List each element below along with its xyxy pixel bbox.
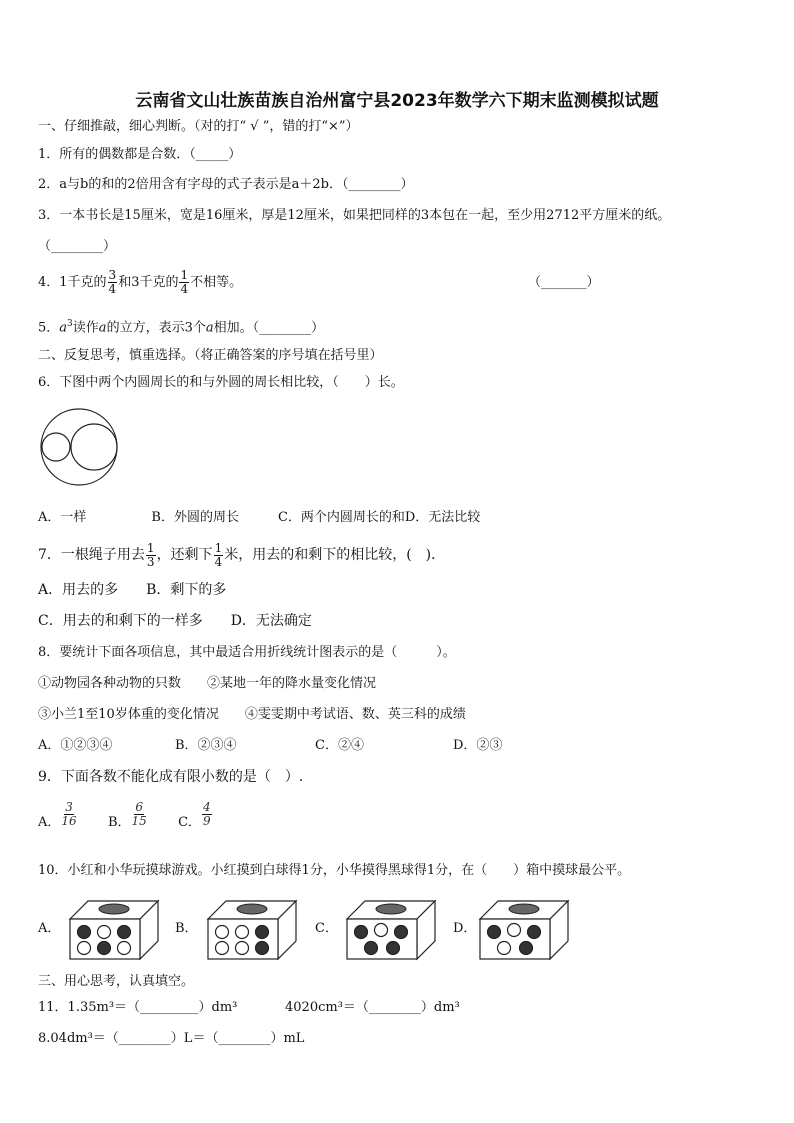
white-ball — [508, 924, 521, 937]
q5-a: a — [59, 320, 68, 336]
q9-b-den: 15 — [131, 814, 147, 828]
q4-fraction-2 — [179, 269, 189, 296]
black-ball — [78, 926, 91, 939]
question-8-option-d: D．②③ — [453, 738, 503, 753]
question-9-options — [38, 800, 213, 843]
question-7-options-ab: A．用去的多 B．剩下的多 — [38, 582, 227, 598]
black-ball — [365, 942, 378, 955]
q4-prefix: 4．1千克的 — [38, 275, 107, 290]
q7-mid: ，还剩下 — [156, 547, 213, 563]
q9-a-num: 3 — [65, 800, 73, 814]
question-7 — [38, 538, 445, 572]
inner-circle-large — [71, 424, 117, 470]
q5-exp: 3 — [67, 319, 73, 329]
q9-label-c: C． — [178, 815, 202, 830]
q9-label-a: A． — [38, 815, 61, 830]
white-ball — [498, 942, 511, 955]
q4-f2-den: 4 — [180, 282, 189, 296]
question-3-line-2: （________） — [38, 239, 117, 254]
q4-f1-den: 4 — [108, 282, 117, 296]
question-1: 1．所有的偶数都是合数．（_____） — [38, 147, 242, 162]
section-1-heading: 一、仔细推敲，细心判断。（对的打“ √ ”，错的打“×”） — [38, 119, 359, 134]
q5-mid2: 的立方，表示3个 — [106, 320, 206, 336]
q4-fraction-1 — [108, 269, 118, 296]
q10-label-c: C． — [315, 921, 338, 936]
q7-f2-den: 4 — [214, 554, 223, 569]
white-ball — [78, 942, 91, 955]
question-9: 9．下面各数不能化成有限小数的是（ ）. — [38, 769, 304, 785]
q9-b-num: 6 — [135, 800, 143, 814]
question-10: 10．小红和小华玩摸球游戏。小红摸到白球得1分，小华摸得黑球得1分，在（ ）箱中摸球最公平。 — [38, 863, 631, 878]
ball-box-b — [204, 897, 300, 961]
question-11-part-3: 8.04dm³＝（________）L＝（________）mL — [38, 1031, 305, 1046]
black-ball — [488, 926, 501, 939]
question-5 — [38, 315, 324, 337]
circles-figure — [38, 406, 120, 488]
q10-label-d: D． — [453, 921, 477, 936]
box-opening — [237, 904, 267, 914]
black-ball — [118, 926, 131, 939]
q7-f1-num: 1 — [146, 540, 155, 555]
q7-suffix: 米，用去的和剩下的相比较，( )． — [224, 547, 446, 563]
question-2: 2．a与b的和的2倍用含有字母的式子表示是a＋2b．（________） — [38, 177, 414, 192]
q7-fraction-2 — [214, 542, 224, 569]
q9-label-b: B． — [107, 815, 131, 830]
question-8-option-c: C．②④ — [315, 738, 364, 753]
q4-mid: 和3千克的 — [118, 275, 179, 290]
black-ball — [256, 926, 269, 939]
box-opening — [99, 904, 129, 914]
question-11-part-2: 4020cm³＝（________）dm³ — [285, 1000, 460, 1015]
q5-mid1: 读作 — [72, 320, 99, 336]
q9-fraction-c — [202, 801, 212, 828]
ball-box-a — [66, 897, 162, 961]
q5-suffix: 相加。（________） — [213, 320, 325, 336]
white-ball — [375, 924, 388, 937]
black-ball — [98, 942, 111, 955]
page-title: 云南省文山壮族苗族自治州富宁县2023年数学六下期末监测模拟试题 — [135, 91, 659, 111]
q4-f1-num: 3 — [108, 268, 117, 282]
q5-a2: a — [98, 320, 107, 336]
q4-suffix: 不相等。 — [190, 275, 243, 290]
question-8-items-2: ③小兰1至10岁体重的变化情况 ④雯雯期中考试语、数、英三科的成绩 — [38, 707, 466, 722]
q9-fraction-a — [61, 801, 76, 828]
white-ball — [216, 926, 229, 939]
q7-prefix: 7．一根绳子用去 — [38, 547, 145, 563]
ball-box-d — [476, 897, 572, 961]
q10-label-a: A． — [38, 921, 61, 936]
q5-a3: a — [205, 320, 214, 336]
outer-circle — [41, 409, 117, 485]
q5-prefix: 5． — [38, 320, 60, 336]
question-8-items-1: ①动物园各种动物的只数 ②某地一年的降水量变化情况 — [38, 676, 377, 691]
question-8: 8．要统计下面各项信息，其中最适合用折线统计图表示的是（ ）。 — [38, 645, 456, 660]
q7-f2-num: 1 — [214, 540, 223, 555]
inner-circle-small — [42, 433, 70, 461]
black-ball — [520, 942, 533, 955]
question-4-blank: （_______） — [528, 275, 600, 290]
black-ball — [256, 942, 269, 955]
black-ball — [355, 926, 368, 939]
q9-fraction-b — [132, 801, 147, 828]
box-opening — [376, 904, 406, 914]
section-2-heading: 二、反复思考，慎重选择。（将正确答案的序号填在括号里） — [38, 348, 383, 363]
question-11-part-1: 11．1.35m³＝（_________）dm³ — [38, 1000, 238, 1015]
q7-fraction-1 — [146, 542, 156, 569]
q9-c-num: 4 — [203, 800, 211, 814]
white-ball — [216, 942, 229, 955]
q4-f2-num: 1 — [180, 268, 189, 282]
question-6: 6．下图中两个内圆周长的和与外圆的周长相比较，（ ）长。 — [38, 375, 404, 390]
question-6-options: A．一样 B．外圆的周长 C．两个内圆周长的和D．无法比较 — [38, 510, 481, 525]
q9-c-den: 9 — [203, 814, 211, 828]
section-3-heading: 三、用心思考，认真填空。 — [38, 974, 195, 989]
black-ball — [395, 926, 408, 939]
q10-label-b: B． — [175, 921, 198, 936]
q7-f1-den: 3 — [146, 554, 155, 569]
white-ball — [98, 926, 111, 939]
white-ball — [236, 942, 249, 955]
white-ball — [118, 942, 131, 955]
question-4 — [38, 266, 242, 300]
black-ball — [528, 926, 541, 939]
ball-box-c — [343, 897, 439, 961]
black-ball — [387, 942, 400, 955]
question-8-option-a: A．①②③④ — [38, 738, 113, 753]
question-8-option-b: B．②③④ — [175, 738, 237, 753]
question-7-options-cd: C．用去的和剩下的一样多 D．无法确定 — [38, 613, 312, 629]
q9-a-den: 16 — [61, 814, 77, 828]
box-opening — [509, 904, 539, 914]
white-ball — [236, 926, 249, 939]
question-3-line-1: 3．一本书长是15厘米，宽是16厘米，厚是12厘米，如果把同样的3本包在一起，至少用2712平方厘米的纸。 — [38, 208, 671, 223]
